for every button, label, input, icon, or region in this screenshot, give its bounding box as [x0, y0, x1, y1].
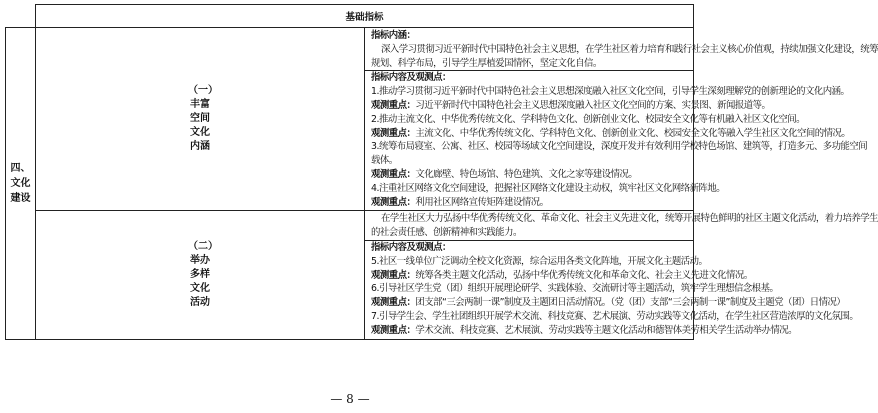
observation-line: [371, 269, 753, 283]
observation-line: [371, 168, 691, 182]
corner-blank: [6, 5, 36, 28]
item-line: 6.引导社区学生党（团）组织开展理论研学、实践体验、交流研讨等主题活动，筑牢学生理想信念根基。: [371, 283, 779, 295]
content-label: 指标内容及观测点：: [371, 72, 451, 84]
observation-text: 统筹各类主题文化活动，弘扬中华优秀传统文化和革命文化、社会主义先进文化情况。: [415, 269, 753, 281]
connotation-line: 深入学习贯彻习近平新时代中国特色社会主义思想，在学生社区着力培育和践行社会主义核心价值观，持续加强文化建设，统筹: [381, 43, 878, 55]
observation-label: 观测重点：: [371, 99, 416, 111]
observation-line: [371, 196, 691, 210]
connotation-line: 在学生社区大力弘扬中华优秀传统文化、革命文化、社会主义先进文化，统筹开展特色鲜明的社区主题文化活动，着力培养学生: [381, 213, 878, 225]
item-line: 2.推动主流文化、中华优秀传统文化、学科特色文化、创新创业文化、校园安全文化等有机融入社区文化空间。: [371, 113, 805, 125]
section-2-content: [365, 211, 878, 339]
section-1-content: [365, 28, 878, 211]
item-line: 3.统筹布局寝室、公寓、社区、校园等场域文化空间建设，深度开发并有效利用学校特色场馆、建筑等，打造多元、多功能空间: [371, 141, 868, 153]
dimension-text: 四、文化建设: [10, 162, 31, 204]
observation-text: 文化廊壁、特色场馆、特色建筑、文化之家等建设情况。: [415, 168, 638, 180]
connotation-line: 的社会责任感、创新精神和实践能力。: [371, 227, 522, 239]
observation-label: 观测重点：: [371, 196, 416, 208]
indicator-table: [5, 4, 878, 340]
connotation-line: 规划、科学布局，引导学生厚植爱国情怀，坚定文化自信。: [371, 57, 602, 69]
item-line: 1.推动学习贯彻习近平新时代中国特色社会主义思想深度融入社区文化空间，引导学生深刻理解党的创新理论的文化内涵。: [371, 86, 850, 98]
section-1-label: [36, 28, 365, 211]
observation-text: 习近平新时代中国特色社会主义思想深度融入社区文化空间的方案、实景图、新闻报道等。: [415, 99, 771, 111]
dimension-label: [6, 28, 36, 340]
observation-label: 观测重点：: [371, 168, 416, 180]
item-line: 5.社区一线单位广泛调动全校文化资源，综合运用各类文化阵地，开展文化主题活动。: [371, 255, 708, 267]
item-line: 4.注重社区网络文化空间建设，把握社区网络文化建设主动权，筑牢社区文化网络新阵地。: [371, 182, 726, 194]
observation-label: 观测重点：: [371, 269, 416, 281]
section-2-label: [36, 211, 365, 339]
section-1-label-text: （一）丰富空间文化内涵: [188, 85, 218, 153]
observation-line: [371, 324, 798, 338]
observation-label: 观测重点：: [371, 297, 416, 309]
observation-label: 观测重点：: [371, 324, 416, 336]
item-line: 7.引导学生会、学生社团组织开展学术交流、科技竞赛、艺术展演、劳动实践等文化活动，在学生社区营造浓厚的文化氛围。: [371, 310, 859, 322]
observation-line: [371, 99, 771, 113]
observation-text: 团支部“三会两制一课”制度及主题团日活动情况。（党（团）支部“三会两制一课”制度及主题党（团）日情况）: [415, 297, 846, 309]
observation-line: [371, 127, 851, 141]
observation-text: 利用社区网络宣传矩阵建设情况。: [415, 196, 549, 208]
item-line: 载体。: [371, 155, 398, 167]
content-label: 指标内容及观测点：: [371, 241, 451, 253]
observation-text: 主流文化、中华优秀传统文化、学科特色文化、创新创业文化、校园安全文化等融入学生社区文化空间的情况。: [415, 127, 851, 139]
observation-text: 学术交流、科技竞赛、艺术展演、劳动实践等主题文化活动和德智体美劳相关学生活动举办情况。: [415, 324, 798, 336]
connotation-label: 指标内涵：: [371, 30, 416, 41]
observation-line: [371, 296, 846, 310]
section-2-label-text: （二）举办多样文化活动: [188, 240, 218, 308]
observation-label: 观测重点：: [371, 127, 416, 139]
page-number: — 8 —: [330, 392, 370, 406]
table-header: 基础指标: [36, 5, 694, 28]
